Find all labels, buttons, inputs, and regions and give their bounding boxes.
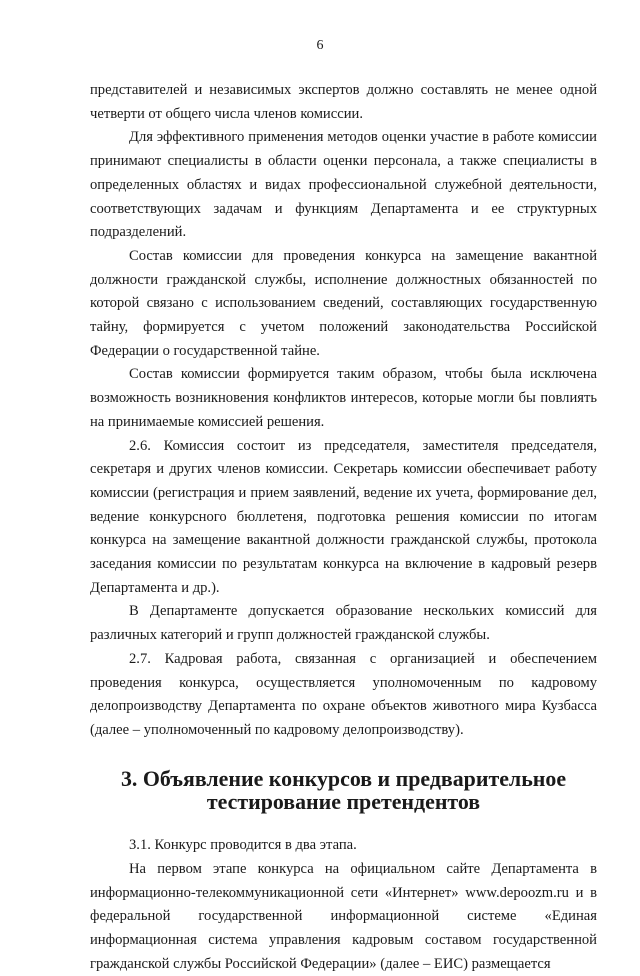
paragraph: представителей и независимых экспертов должно составлять не менее одной четверти от общего числа членов комиссии.: [90, 82, 597, 122]
paragraph: Состав комиссии для проведения конкурса на замещение вакантной должности гражданской службы, исполнение должностных обязанностей по которой связано с использованием сведений, составляющих государственную тайну, формируется с учетом положений законодательства Российской Федерации о государственной тайне.: [90, 247, 597, 359]
paragraph-3-1: 3.1. Конкурс проводится в два этапа.: [129, 837, 357, 854]
paragraph: Для эффективного применения методов оценки участие в работе комиссии принимают специалисты в области оценки персонала, а также специалисты в определенных областях и видах профессиональной служебной деятельности, соответствующих задачам и функциям Департамента и ее структурных подразделений.: [90, 129, 597, 241]
paragraph-2-6: 2.6. Комиссия состоит из председателя, заместителя председателя, секретаря и других членов комиссии. Секретарь комиссии обеспечивает работу комиссии (регистрация и прием заявлений, ведение их учета, формирование дел, ведение конкурсного бюллетеня, подготовка решения комиссии по итогам конкурса на замещение вакантной должности гражданской службы, протокола заседания комиссии по результатам конкурса на включение в кадровый резерв Департамента и др.).: [90, 437, 597, 596]
paragraph: Состав комиссии формируется таким образом, чтобы была исключена возможность возникновения конфликтов интересов, которые могли бы повлиять на принимаемые комиссией решения.: [90, 366, 597, 430]
section-heading-line-1: 3. Объявление конкурсов и предварительное: [120, 765, 567, 791]
paragraph-2-7: 2.7. Кадровая работа, связанная с организацией и обеспечением проведения конкурса, осуществляется уполномоченным по кадровому делопроизводству Департамента по охране объектов животного мира Кузбасса (далее – уполномоченный по кадровому делопроизводству).: [90, 650, 597, 738]
section-heading-line-2: тестирование претендентов: [206, 789, 481, 815]
paragraph: В Департаменте допускается образование нескольких комиссий для различных категорий и групп должностей гражданской службы.: [90, 603, 597, 644]
section-heading: [90, 743, 597, 834]
document-body: [90, 79, 597, 976]
page-number: 6: [316, 38, 324, 53]
paragraph: На первом этапе конкурса на официальном сайте Департамента в информационно-телекоммуникационной сети «Интернет» www.depoozm.ru и в федеральной государственной информационной системе «Единая информационная система управления кадровым составом государственной гражданской службы Российской Федерации» (далее – ЕИС) размещается: [90, 860, 597, 972]
